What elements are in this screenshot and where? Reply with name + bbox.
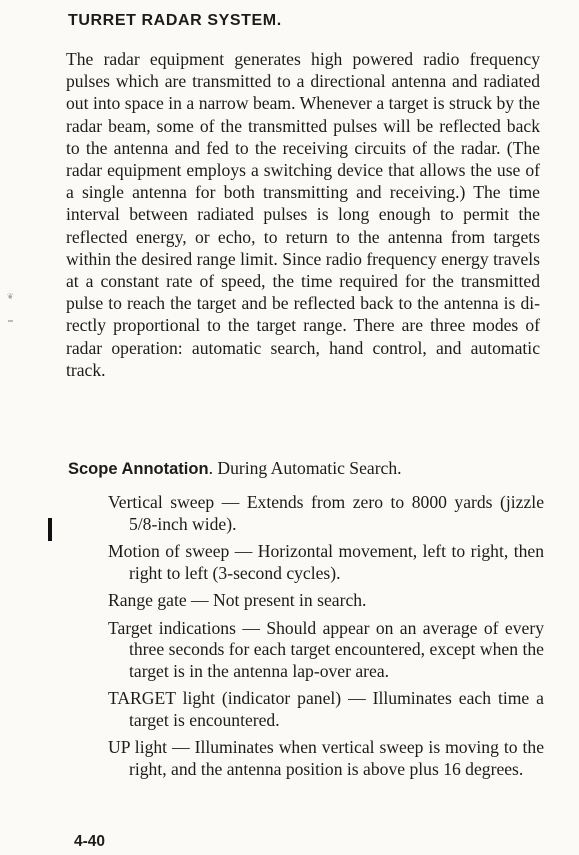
annotation-vertical-sweep: Vertical sweep — Extends from zero to 8000 yards (jizzle 5/8-inch wide). — [108, 492, 544, 534]
scope-annotation-label: Scope Annotation — [68, 460, 209, 478]
body-paragraph: The radar equipment generates high powered radio frequency pulses which are transmitted to a directional antenna and radiated out into space in a narrow beam. Whenever a target is struck by the radar beam, some of the transmitted pulses will be reflected back to the antenna and fed to the receiving circuits of the radar. (The radar equipment employs a switching device that allows the use of a single antenna for both transmitting and receiving.) The time interval between radiated pulses is long enough to permit the reflected energy, or echo, to return to the antenna from targets within the desired range limit. Since radio frequency energy travels at a constant rate of speed, the time required for the transmitted pulse to reach the target and be reflected back to the antenna is directly proportional to the target range. There are three modes of radar operation: automatic search, hand control, and automatic track. — [66, 49, 540, 380]
annotation-motion-of-sweep: Motion of sweep — Horizontal movement, left to right, then right to left (3-second cycles). — [108, 541, 544, 583]
scope-annotation-rest: . During Automatic Search. — [208, 458, 402, 478]
change-bar — [48, 518, 52, 541]
page-number: 4-40 — [74, 833, 106, 850]
annotation-target-light: TARGET light (indicator panel) — Illuminates each time a target is encountered. — [108, 688, 544, 730]
margin-glyph: ❦ — [7, 292, 14, 301]
margin-speck — [8, 320, 13, 322]
scope-annotation-heading — [68, 458, 402, 479]
annotation-target-indications: Target indications — Should appear on an average of every three seconds for each target encountered, except when the target is in the antenna lap-over area. — [108, 617, 544, 681]
annotation-up-light: UP light — Illuminates when vertical sweep is moving to the right, and the antenna position is above plus 16 degrees. — [108, 737, 544, 779]
annotation-list — [108, 492, 544, 786]
section-heading: TURRET RADAR SYSTEM. — [68, 12, 282, 29]
annotation-range-gate: Range gate — Not present in search. — [108, 590, 367, 610]
